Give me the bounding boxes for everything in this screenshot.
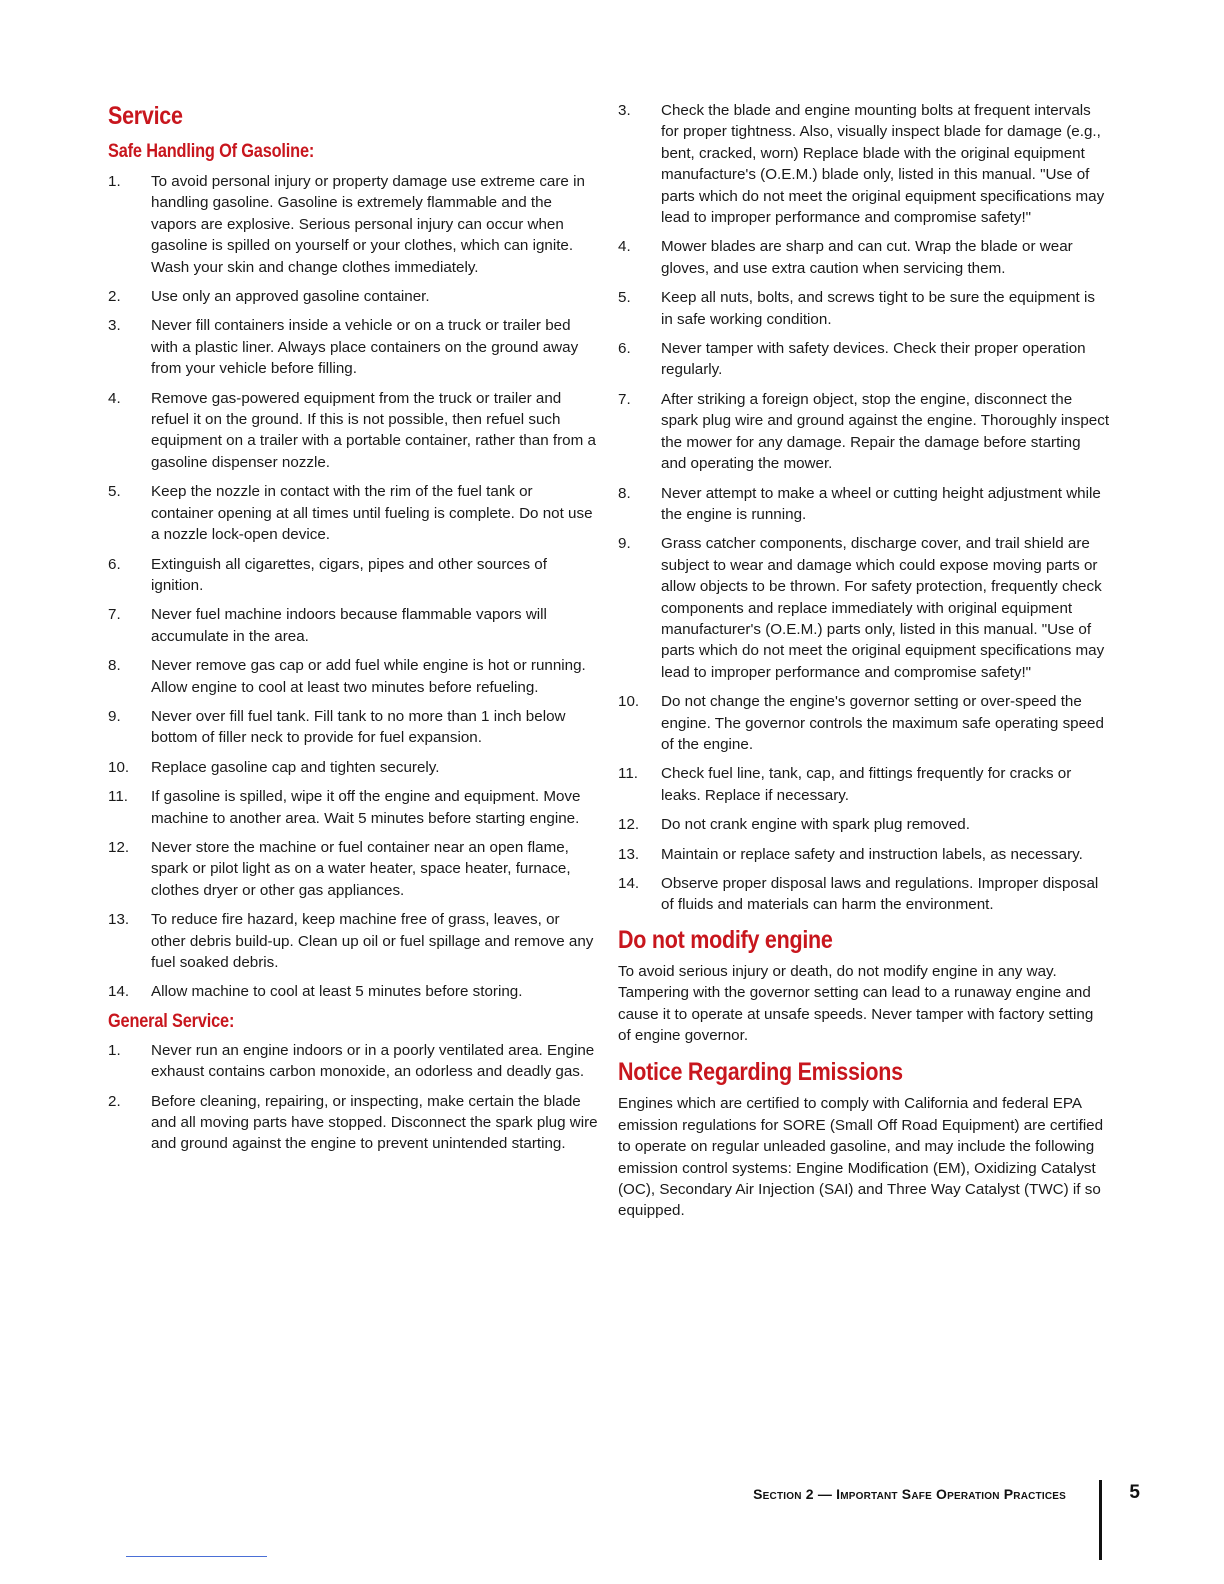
left-column [108, 100, 598, 1163]
list-item-number: 13. [618, 845, 640, 863]
list-item-number: 4. [108, 389, 121, 407]
list-item-text: To avoid personal injury or property damage use extreme care in handling gasoline. Gasoline is extremely flammable and the vapors are explosive. Serious personal injury can occur when gasoline is spilled on yourself or your clothes, which can ignite. Wash your skin and change clothes immediately. [151, 173, 585, 276]
general-service-item [618, 844, 1110, 865]
general-service-item [618, 338, 1110, 381]
general-service-item [618, 287, 1110, 330]
safe-handling-item [108, 757, 598, 778]
list-item-text: Never attempt to make a wheel or cutting height adjustment while the engine is running. [661, 484, 1101, 523]
list-item-number: 6. [108, 555, 121, 573]
general-service-heading: General Service: [108, 1010, 235, 1032]
list-item-number: 8. [618, 484, 631, 502]
list-item-text: Allow machine to cool at least 5 minutes before storing. [151, 983, 523, 1001]
list-item-text: Never run an engine indoors or in a poorly ventilated area. Engine exhaust contains carbon monoxide, an odorless and deadly gas. [151, 1041, 595, 1081]
safe-handling-item [108, 786, 598, 829]
general-service-list-continued [618, 100, 1110, 916]
list-item-text: Never remove gas cap or add fuel while engine is hot or running. Allow engine to cool at least two minutes before refueling. [151, 657, 586, 696]
list-item-number: 11. [618, 765, 638, 783]
list-item-text: Remove gas-powered equipment from the truck or trailer and refuel it on the ground. If this is not possible, then refuel such equipment on a trailer with a portable container, rather than from a gasoline dispenser nozzle. [151, 389, 596, 471]
list-item-text: To reduce fire hazard, keep machine free of grass, leaves, or other debris build-up. Clean up oil or fuel spillage and remove any fuel soaked debris. [151, 911, 594, 971]
list-item-number: 5. [108, 483, 121, 501]
list-item-text: Maintain or replace safety and instruction labels, as necessary. [661, 845, 1083, 863]
list-item-number: 10. [618, 693, 640, 711]
list-item-text: Check the blade and engine mounting bolts at frequent intervals for proper tightness. Also, visually inspect blade for damage (e.g., bent, cracked, worn) Replace blade with the original equipment manufacture's (O.E.M.) blade only, listed in this manual. "Use of parts which do not meet the original equipment specifications may lead to improper performance and compromise safety!" [661, 102, 1105, 227]
list-item-text: Never fuel machine indoors because flammable vapors will accumulate in the area. [151, 606, 547, 645]
general-service-item [618, 100, 1110, 228]
list-item-number: 9. [108, 707, 121, 725]
list-item-text: Never tamper with safety devices. Check their proper operation regularly. [661, 340, 1086, 379]
list-item-text: Never store the machine or fuel container near an open flame, spark or pilot light as on a water heater, space heater, furnace, clothes dryer or other gas appliances. [151, 838, 571, 899]
list-item-number: 3. [108, 317, 121, 335]
safe-handling-item [108, 655, 598, 698]
list-item-number: 7. [108, 606, 121, 624]
safe-handling-item [108, 171, 598, 278]
page-number: 5 [1129, 1482, 1140, 1503]
list-item-number: 14. [108, 983, 130, 1001]
general-service-item [618, 691, 1110, 755]
list-item-text: After striking a foreign object, stop the engine, disconnect the spark plug wire and ground against the engine. Thoroughly inspect the mower for any damage. Repair the damage before starting and operating the mower. [661, 390, 1110, 473]
list-item-text: If gasoline is spilled, wipe it off the engine and equipment. Move machine to another area. Wait 5 minutes before starting engine. [151, 788, 581, 827]
right-column [618, 100, 1110, 1222]
list-item-text: Do not crank engine with spark plug removed. [661, 816, 970, 834]
safe-handling-item [108, 837, 598, 901]
footer-divider [1099, 1480, 1102, 1560]
emissions-heading: Notice Regarding Emissions [618, 1058, 903, 1087]
list-item-text: Before cleaning, repairing, or inspecting, make certain the blade and all moving parts have stopped. Disconnect the spark plug wire and ground against the engine to prevent unintended starting. [151, 1092, 598, 1153]
safe-handling-item [108, 706, 598, 749]
list-item-text: Use only an approved gasoline container. [151, 288, 430, 306]
list-item-number: 10. [108, 758, 130, 776]
list-item-number: 13. [108, 911, 130, 929]
list-item-number: 6. [618, 340, 631, 358]
list-item-text: Observe proper disposal laws and regulations. Improper disposal of fluids and materials can harm the environment. [661, 875, 1099, 914]
list-item-number: 11. [108, 788, 128, 806]
general-service-item [618, 763, 1110, 806]
list-item-number: 3. [618, 102, 631, 119]
list-item-text: Never over fill fuel tank. Fill tank to no more than 1 inch below bottom of filler neck to provide for fuel expansion. [151, 707, 566, 747]
footer-section-label: Section 2 — Important Safe Operation Practices [753, 1486, 1066, 1502]
modify-engine-heading: Do not modify engine [618, 925, 833, 954]
list-item-text: Check fuel line, tank, cap, and fittings frequently for cracks or leaks. Replace if necessary. [661, 765, 1072, 804]
list-item-text: Extinguish all cigarettes, cigars, pipes and other sources of ignition. [151, 555, 547, 594]
safe-handling-heading: Safe Handling Of Gasoline: [108, 141, 315, 162]
emissions-text: Engines which are certified to comply with California and federal EPA emission regulations for SORE (Small Off Road Equipment) are certified to operate on regular unleaded gasoline, and may include the following emission control systems: Engine Modification (EM), Oxidizing Catalyst (OC), Secondary Air Injection (SAI) and Three Way Catalyst (TWC) if so equipped. [618, 1095, 1104, 1220]
service-heading: Service [108, 102, 183, 130]
general-service-item [618, 814, 1110, 835]
safe-handling-item [108, 481, 598, 545]
general-service-list [108, 1040, 598, 1155]
list-item-number: 9. [618, 535, 631, 553]
list-item-text: Grass catcher components, discharge cover, and trail shield are subject to wear and damage which could expose moving parts or allow objects to be thrown. For safety protection, frequently check components and replace immediately with original equipment manufacturer's (O.E.M.) parts only, listed in this manual. "Use of parts which do not meet the original equipment specifications may lead to improper performance and compromise safety!" [661, 535, 1105, 681]
safe-handling-item [108, 604, 598, 647]
list-item-number: 7. [618, 390, 631, 408]
general-service-item [108, 1040, 598, 1083]
safe-handling-item [108, 909, 598, 973]
list-item-text: Keep all nuts, bolts, and screws tight to be sure the equipment is in safe working condition. [661, 289, 1095, 328]
list-item-number: 8. [108, 657, 121, 675]
safe-handling-item [108, 315, 598, 379]
safe-handling-item [108, 981, 598, 1002]
safe-handling-list [108, 171, 598, 1003]
list-item-number: 12. [618, 816, 640, 834]
general-service-item [618, 236, 1110, 279]
list-item-number: 2. [108, 288, 121, 306]
list-item-number: 1. [108, 173, 121, 190]
general-service-item [108, 1091, 598, 1155]
general-service-item [618, 533, 1110, 683]
page-footer [560, 1480, 1140, 1560]
list-item-text: Mower blades are sharp and can cut. Wrap the blade or wear gloves, and use extra caution when servicing them. [661, 238, 1073, 277]
safe-handling-item [108, 554, 598, 597]
general-service-item [618, 483, 1110, 526]
list-item-number: 2. [108, 1092, 121, 1110]
safe-handling-item [108, 286, 598, 307]
list-item-number: 12. [108, 838, 130, 856]
list-item-text: Do not change the engine's governor setting or over-speed the engine. The governor controls the maximum safe operating speed of the engine. [661, 693, 1104, 753]
modify-engine-text: To avoid serious injury or death, do not modify engine in any way. Tampering with the governor setting can lead to a runaway engine and cause it to operate at unsafe speeds. Never tamper with factory setting of engine governor. [618, 962, 1094, 1045]
list-item-number: 14. [618, 875, 640, 892]
list-item-number: 4. [618, 238, 631, 256]
list-item-number: 5. [618, 289, 631, 307]
general-service-item [618, 389, 1110, 475]
list-item-text: Never fill containers inside a vehicle or on a truck or trailer bed with a plastic liner. Always place containers on the ground away from your vehicle before filling. [151, 317, 579, 378]
list-item-number: 1. [108, 1041, 121, 1059]
list-item-text: Keep the nozzle in contact with the rim of the fuel tank or container opening at all times until fueling is complete. Do not use a nozzle lock-open device. [151, 483, 593, 544]
list-item-text: Replace gasoline cap and tighten securely. [151, 758, 440, 776]
bottom-rule [126, 1556, 267, 1557]
general-service-item [618, 873, 1110, 916]
safe-handling-item [108, 388, 598, 474]
